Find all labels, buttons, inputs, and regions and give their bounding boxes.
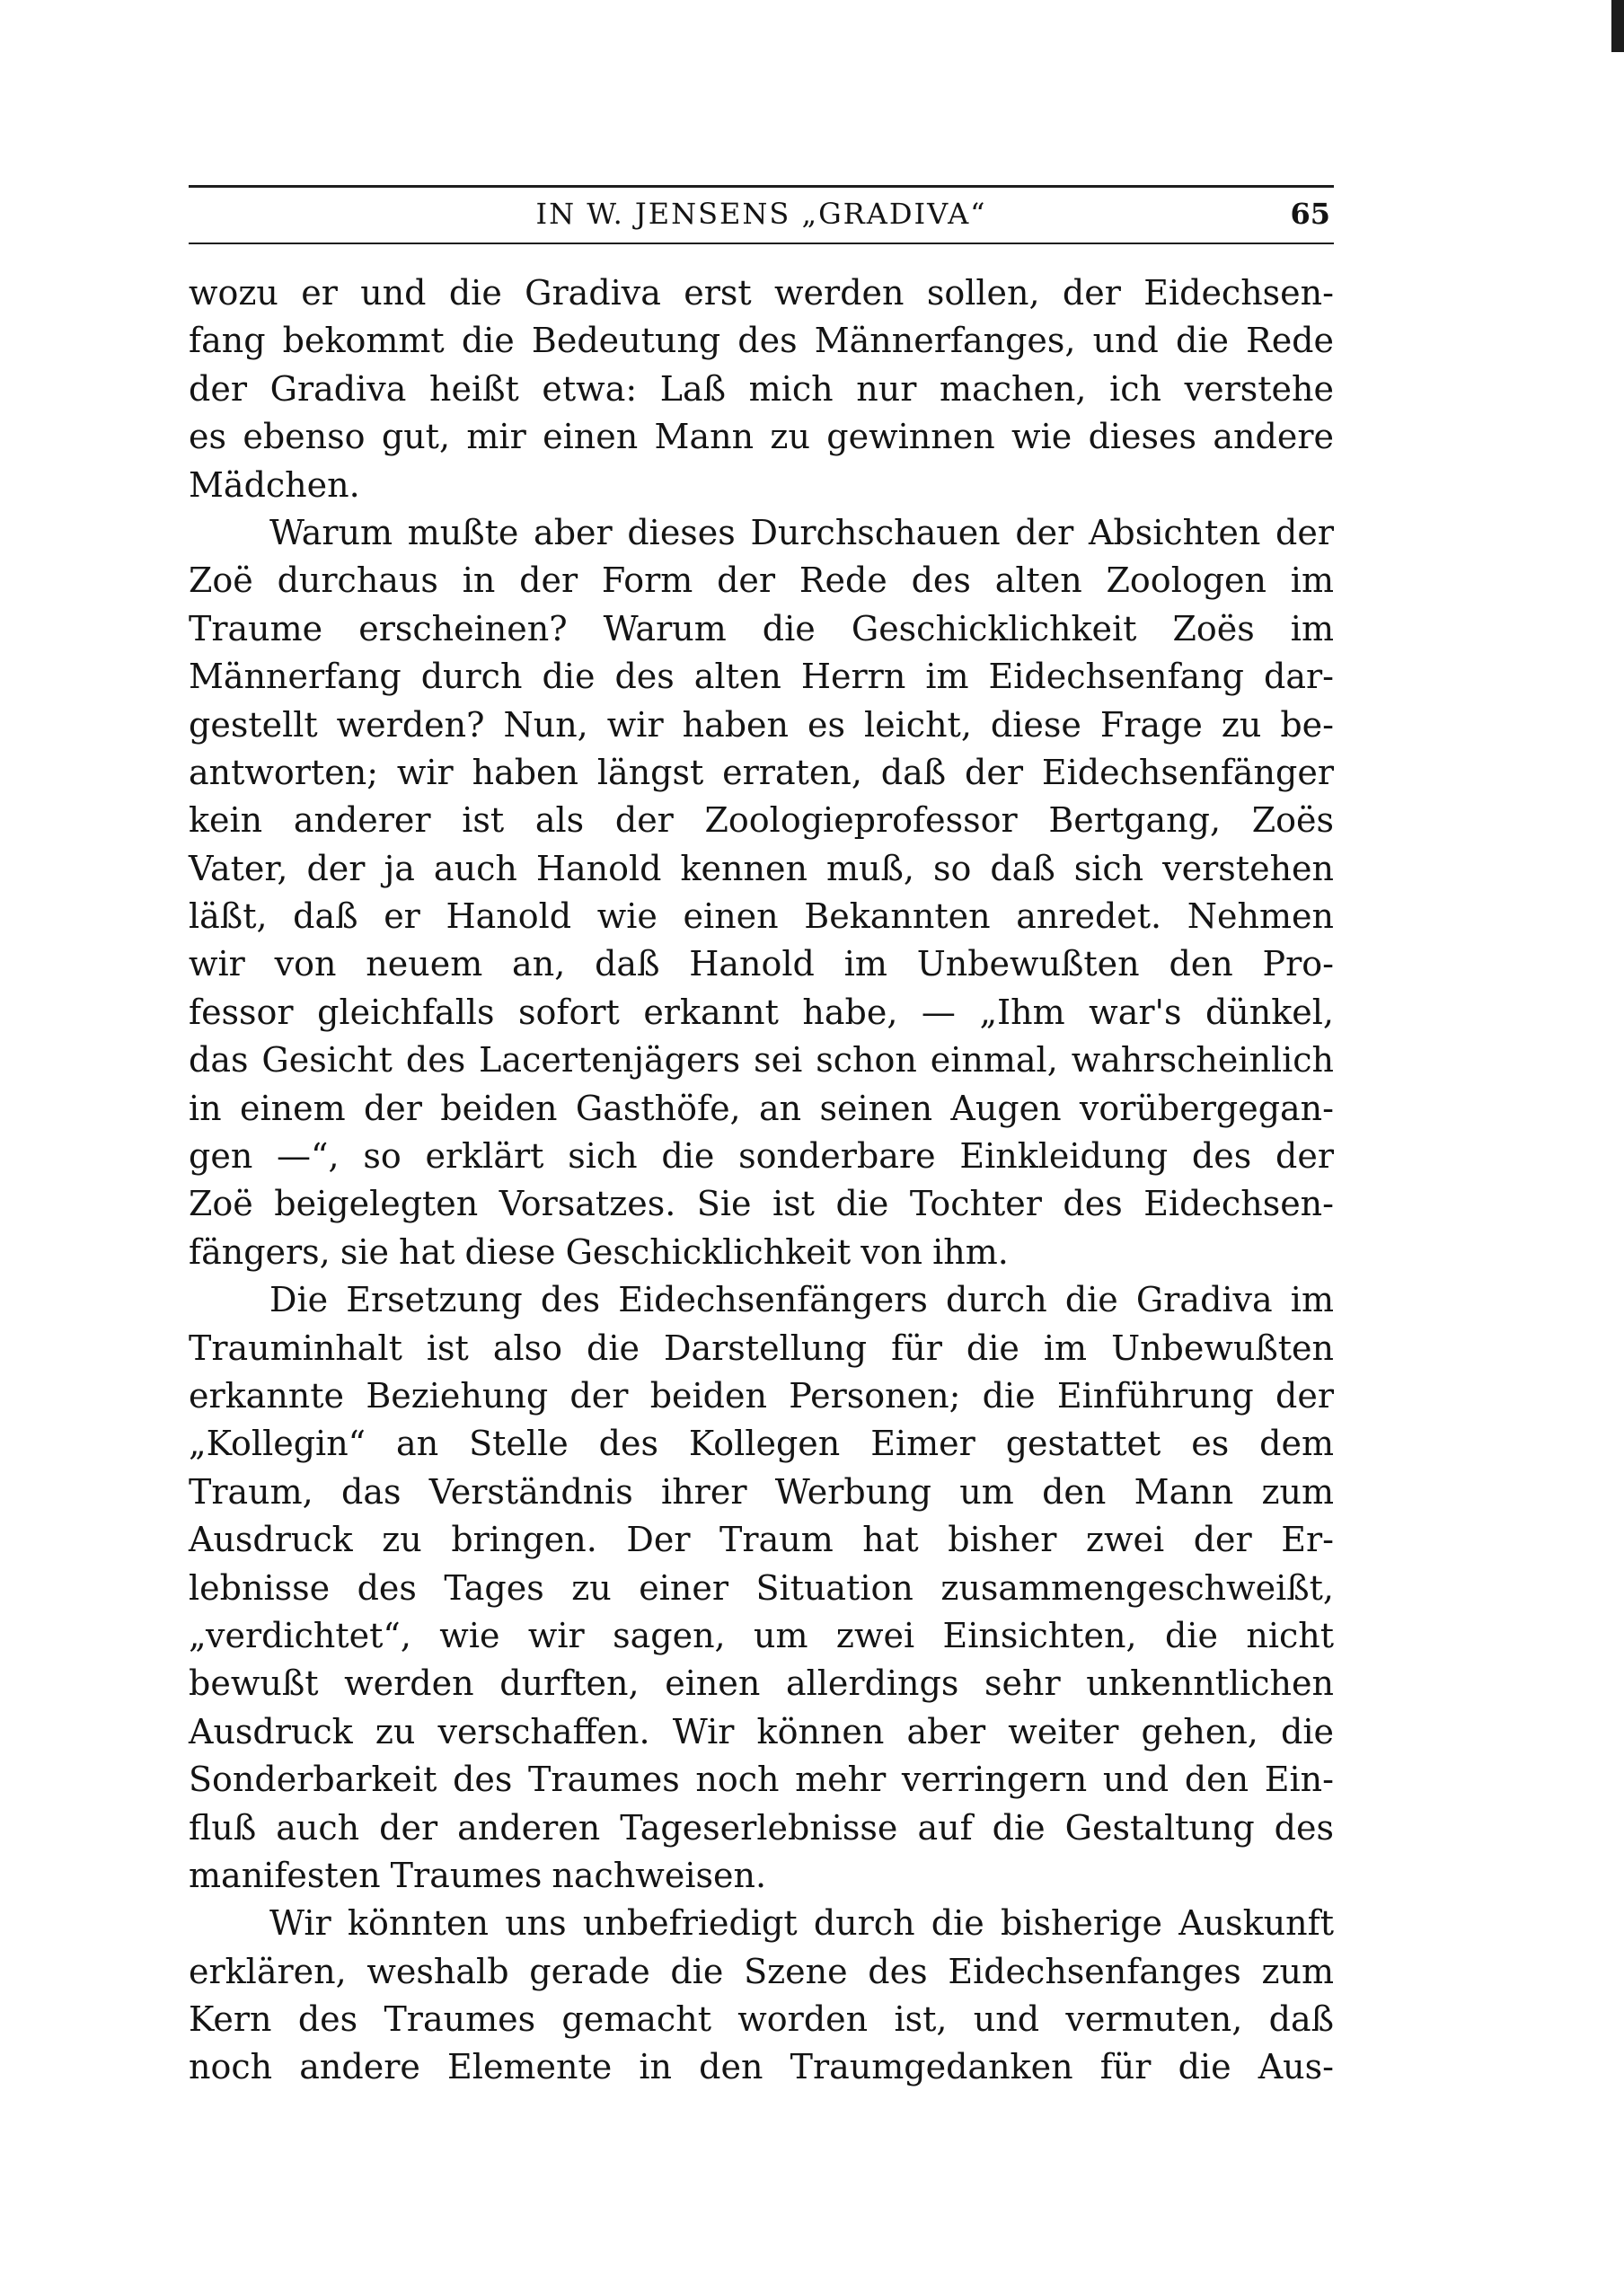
paragraph-1 — [189, 269, 1334, 509]
text-line: „verdichtet“, wie wir sagen, um zwei Einsichten, die nicht — [189, 1615, 1334, 1655]
body-text — [189, 269, 1334, 2092]
text-line: Die Ersetzung des Eidechsenfängers durch die Gradiva im — [269, 1280, 1334, 1320]
page-number: 65 — [1290, 197, 1330, 231]
scan-edge-mark — [1611, 0, 1624, 52]
text-line: Trauminhalt ist also die Darstellung für die im Unbewußten — [189, 1328, 1334, 1368]
text-line: Männerfang durch die des alten Herrn im Eidechsenfang dar- — [189, 657, 1334, 697]
text-line: Traum, das Verständnis ihrer Werbung um den Mann zum — [189, 1471, 1334, 1512]
text-line: lebnisse des Tages zu einer Situation zusammengeschweißt, — [189, 1567, 1334, 1608]
paragraph-4 — [189, 1900, 1334, 2092]
text-line: in einem der beiden Gasthöfe, an seinen Augen vorübergegan- — [189, 1088, 1334, 1128]
book-page — [189, 176, 1334, 2092]
text-line: das Gesicht des Lacertenjägers sei schon einmal, wahrscheinlich — [189, 1040, 1334, 1081]
text-line: Zoë durchaus in der Form der Rede des alten Zoologen im — [189, 560, 1334, 601]
text-line: fessor gleichfalls sofort erkannt habe, — „Ihm war's dünkel, — [189, 992, 1334, 1032]
text-line: kein anderer ist als der Zoologieprofessor Bertgang, Zoës — [189, 800, 1334, 841]
text-line: Ausdruck zu bringen. Der Traum hat bisher zwei der Er- — [189, 1520, 1334, 1560]
paragraph-2 — [189, 509, 1334, 1276]
text-line: Mädchen. — [189, 464, 360, 505]
text-line: der Gradiva heißt etwa: Laß mich nur machen, ich verstehe — [189, 368, 1334, 409]
text-line: es ebenso gut, mir einen Mann zu gewinnen wie dieses andere — [189, 417, 1334, 457]
header-top-rule — [189, 185, 1334, 188]
text-line: läßt, daß er Hanold wie einen Bekannten anredet. Nehmen — [189, 896, 1334, 937]
text-line: wir von neuem an, daß Hanold im Unbewußten den Pro- — [189, 944, 1334, 984]
paragraph-3 — [189, 1276, 1334, 1900]
header-bottom-rule — [189, 243, 1334, 244]
text-line: Zoë beigelegten Vorsatzes. Sie ist die Tochter des Eidechsen- — [189, 1184, 1334, 1224]
text-line: „Kollegin“ an Stelle des Kollegen Eimer gestattet es dem — [189, 1424, 1334, 1464]
text-line: antworten; wir haben längst erraten, daß der Eidechsenfänger — [189, 752, 1334, 792]
text-line: erklären, weshalb gerade die Szene des Eidechsenfanges zum — [189, 1951, 1334, 1991]
text-line: Traume erscheinen? Warum die Geschicklichkeit Zoës im — [189, 608, 1334, 648]
text-line: fängers, sie hat diese Geschicklichkeit von ihm. — [189, 1231, 1009, 1272]
text-line: wozu er und die Gradiva erst werden sollen, der Eidechsen- — [189, 273, 1334, 313]
text-line: noch andere Elemente in den Traumgedanken für die Aus- — [189, 2047, 1334, 2087]
text-line: gen —“, so erklärt sich die sonderbare Einkleidung des der — [189, 1136, 1334, 1177]
text-line: Kern des Traumes gemacht worden ist, und vermuten, daß — [189, 1999, 1334, 2040]
text-line: fluß auch der anderen Tageserlebnisse auf die Gestaltung des — [189, 1807, 1334, 1848]
text-line: erkannte Beziehung der beiden Personen; die Einführung der — [189, 1375, 1334, 1416]
text-line: Warum mußte aber dieses Durchschauen der Absichten der — [269, 512, 1334, 552]
text-line: Wir könnten uns unbefriedigt durch die bisherige Auskunft — [269, 1903, 1334, 1944]
page-header — [189, 176, 1334, 257]
text-line: Ausdruck zu verschaffen. Wir können aber weiter gehen, die — [189, 1711, 1334, 1751]
text-line: Vater, der ja auch Hanold kennen muß, so daß sich verstehen — [189, 848, 1334, 888]
text-line: fang bekommt die Bedeutung des Männerfanges, und die Rede — [189, 321, 1334, 361]
text-line: bewußt werden durften, einen allerdings sehr unkenntlichen — [189, 1663, 1334, 1704]
text-line: manifesten Traumes nachweisen. — [189, 1855, 767, 1895]
text-line: Sonderbarkeit des Traumes noch mehr verringern und den Ein- — [189, 1760, 1334, 1800]
running-head: IN W. JENSENS „GRADIVA“ — [535, 197, 987, 231]
text-line: gestellt werden? Nun, wir haben es leicht, diese Frage zu be- — [189, 704, 1334, 745]
